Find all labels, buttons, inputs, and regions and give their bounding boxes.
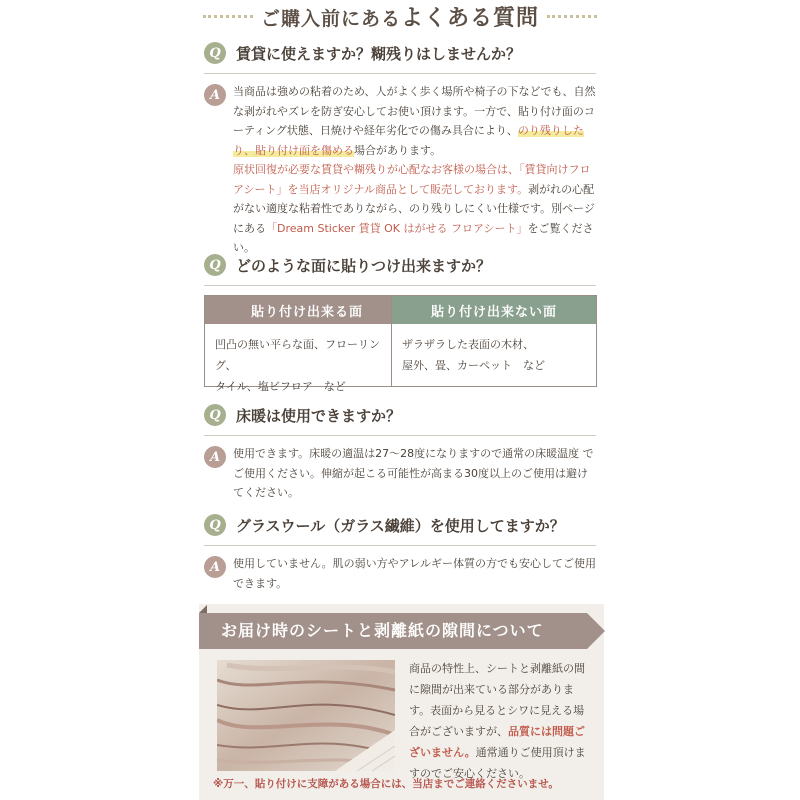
surface-ok-header: 貼り付け出来る面	[205, 296, 409, 324]
answer-1-text-c: 剥がれの心配がない適度な粘着性でありながら、のり残りしにくい仕様です。別ページにある	[233, 182, 595, 235]
contact-note: ※万一、貼り付けに支障がある場合には、当店までご連絡くださいませ。	[213, 778, 559, 790]
surface-ng-line-1: ザラザラした表面の木材、	[402, 338, 534, 351]
answer-1-text-a: 当商品は強めの粘着のため、人がよく歩く場所や椅子の下などでも、自然な剥がれやズレを防ぎ安心してお使い頂けます。一方で、貼り付け面のコーティング状態、日焼けや経年劣化での傷み具合により、	[233, 85, 596, 137]
gap-notice-banner	[199, 613, 587, 649]
surface-ok-body	[205, 324, 409, 397]
title-small: ご購入前にある	[260, 7, 401, 30]
gap-notice-text	[409, 658, 595, 784]
answer-1-text-b: 場合があります。	[354, 143, 442, 157]
a-badge-icon: A	[204, 84, 226, 106]
question-text: 賃貸に使えますか？糊残りはしませんか？	[236, 44, 522, 63]
gap-notice-red-text: 品質には問題ございません。	[409, 725, 585, 759]
answer-text: 使用していません。肌の弱い方やアレルギー体質の方でも安心してご使用できます。	[233, 557, 596, 590]
question-2	[204, 250, 596, 280]
header-dots-right	[547, 15, 597, 18]
question-1	[204, 38, 596, 68]
title-big: よくある質問	[401, 5, 540, 31]
surface-ng-body	[392, 324, 596, 376]
a-badge-icon: A	[204, 446, 226, 468]
answer-1-product-link: 「Dream Sticker 賃貸 OK はがせる フロアシート」	[266, 221, 528, 235]
header-dots-left	[203, 15, 253, 18]
question-4	[204, 510, 596, 540]
gap-notice-text-b: 通常通りご使用頂けますのでご安心ください。	[409, 746, 586, 780]
surface-ok-box	[204, 295, 410, 393]
question-text: グラスウール（ガラス繊維）を使用してますか？	[236, 516, 565, 535]
answer-1-red-text: 原状回復が必要な賃貸や糊残りが心配なお客様の場合は、「賃貸向けフロアシート」を当店オリジナル商品として販売しております。	[233, 163, 591, 196]
q-badge-icon: Q	[204, 42, 226, 64]
banner-title: お届け時のシートと剥離紙の隙間について	[221, 621, 544, 640]
question-3	[204, 400, 596, 430]
answer-4	[204, 554, 596, 593]
question-text: 床暖は使用できますか？	[236, 406, 402, 425]
answer-1-highlight: のり残りしたり、貼り付け面を傷める	[233, 124, 584, 157]
faq-header	[195, 2, 605, 30]
a-badge-icon: A	[204, 556, 226, 578]
q-badge-icon: Q	[204, 404, 226, 426]
answer-text	[233, 82, 596, 258]
surface-ng-box	[391, 295, 597, 387]
gap-notice-section	[199, 604, 604, 800]
surface-ng-header: 貼り付け出来ない面	[392, 296, 596, 324]
page-title	[261, 1, 539, 32]
answer-text: 使用できます。床暖の適温は27～28度になりますので通常の床暖温度 でご使用ください。伸縮が起こる可能性が高まる30度以上のご使用は避けてください。	[233, 447, 594, 499]
answer-1-text-d: をご覧ください。	[233, 221, 594, 254]
marble-sheet-photo	[217, 660, 395, 771]
surface-ng-line-2: 屋外、畳、カーペット など	[402, 359, 545, 372]
answer-1	[204, 82, 596, 258]
q-badge-icon: Q	[204, 514, 226, 536]
surface-ok-line-2: タイル、塩ビフロア など	[215, 380, 346, 393]
surface-ok-line-1: 凹凸の無い平らな面、フローリング、	[215, 338, 380, 372]
answer-3	[204, 444, 596, 503]
gap-notice-text-a: 商品の特性上、シートと剥離紙の間に隙間が出来ている部分があります。表面から見るとシワに見える場合がございますが、	[409, 662, 585, 738]
q-badge-icon: Q	[204, 254, 226, 276]
question-text: どのような面に貼りつけ出来ますか？	[236, 256, 492, 275]
